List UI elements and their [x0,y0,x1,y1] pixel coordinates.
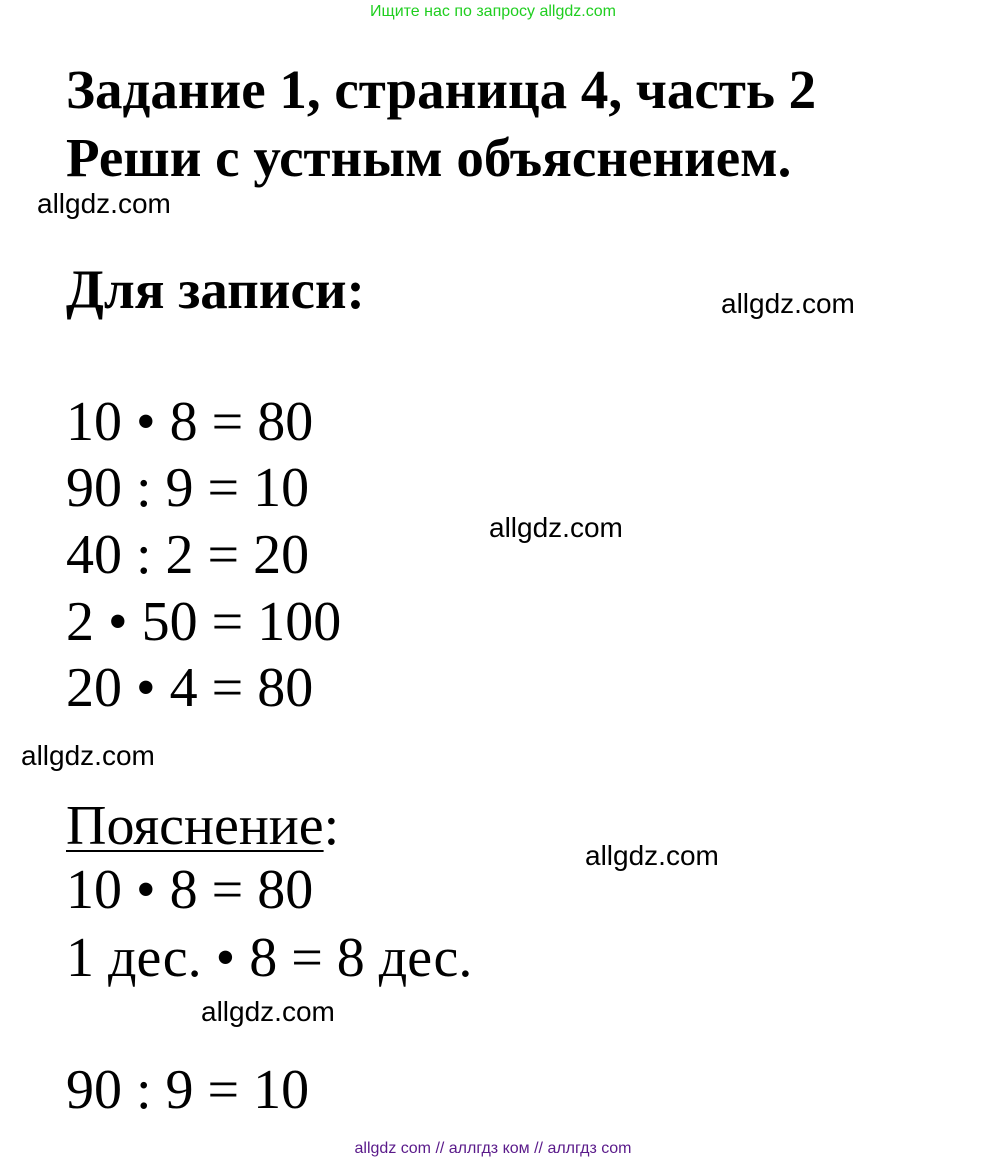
equation-line: 90 : 9 = 10 [66,457,310,519]
task-title: Задание 1, страница 4, часть 2 [66,59,817,120]
top-banner-link[interactable]: Ищите нас по запросу allgdz.com [370,3,616,20]
watermark: allgdz.com [489,512,623,543]
explanation-line: 90 : 9 = 10 [66,1059,310,1121]
explanation-line: 1 дес. • 8 = 8 дес. [66,927,473,989]
equation-line: 40 : 2 = 20 [66,524,310,586]
explanation-heading-colon: : [323,795,340,857]
watermark: allgdz.com [721,288,855,319]
watermark: allgdz.com [37,188,171,219]
record-heading: Для записи: [66,259,365,320]
equation-line: 20 • 4 = 80 [66,657,314,719]
watermark: allgdz.com [585,840,719,871]
task-instruction: Реши с устным объяснением. [66,127,792,188]
watermark: allgdz.com [21,740,155,771]
equation-line: 10 • 8 = 80 [66,391,314,453]
footer-links[interactable]: allgdz com // аллгдз ком // аллгдз com [354,1140,632,1157]
equation-line: 2 • 50 = 100 [66,591,342,653]
watermark: allgdz.com [201,996,335,1027]
explanation-heading [66,795,340,857]
explanation-line: 10 • 8 = 80 [66,859,314,921]
explanation-heading-word: Пояснение [66,795,324,857]
